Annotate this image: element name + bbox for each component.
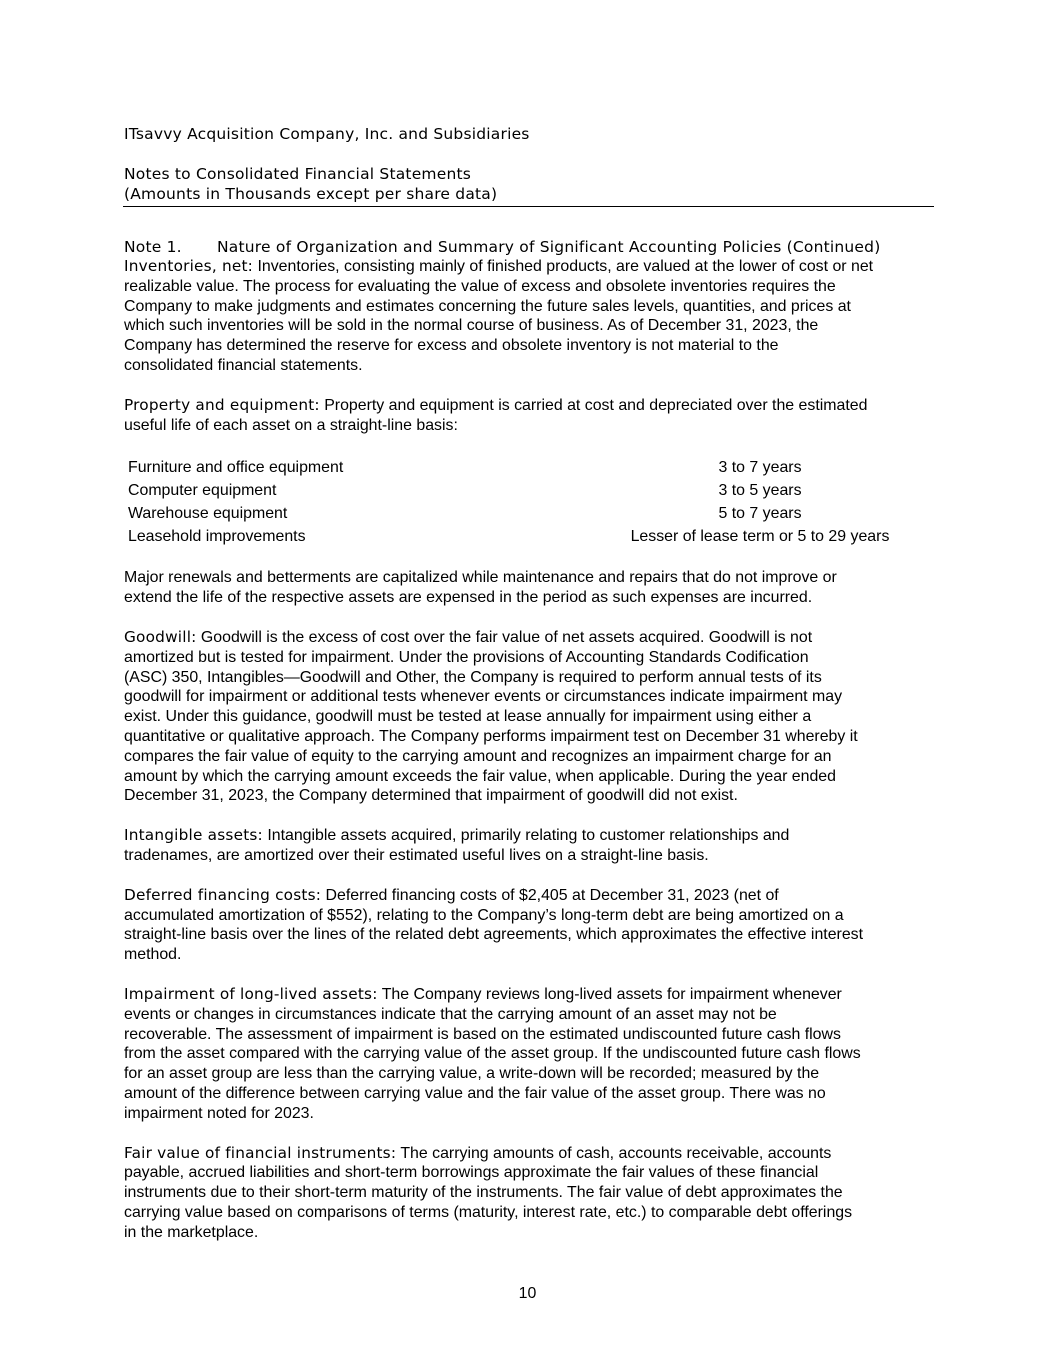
statement-subtitle: (Amounts in Thousands except per share data) bbox=[124, 185, 498, 203]
property-paragraph bbox=[124, 396, 934, 436]
deferred-financing-lead: Deferred financing costs: bbox=[124, 885, 322, 904]
table-row bbox=[128, 479, 900, 502]
useful-life: 3 to 5 years bbox=[718, 482, 802, 500]
goodwill-line: amount by which the carrying amount exceeds the fair value, when applicable. During the year ended bbox=[124, 767, 836, 785]
fair-value-line: The carrying amounts of cash, accounts receivable, accounts bbox=[396, 1144, 832, 1162]
inventories-line: consolidated financial statements. bbox=[124, 356, 363, 374]
deferred-financing-line: straight-line basis over the lines of the related debt agreements, which approximates the effective interest bbox=[124, 926, 864, 944]
renewals-paragraph bbox=[124, 568, 934, 608]
deferred-financing-line: method. bbox=[124, 946, 182, 964]
deferred-financing-line: Deferred financing costs of $2,405 at December 31, 2023 (net of bbox=[321, 886, 779, 904]
goodwill-line: quantitative or qualitative approach. The Company performs impairment test on December 31 whereby it bbox=[124, 727, 858, 745]
table-row bbox=[128, 456, 900, 479]
impairment-line: impairment noted for 2023. bbox=[124, 1104, 314, 1122]
page-number: 10 bbox=[518, 1285, 537, 1302]
asset-class: Leasehold improvements bbox=[128, 528, 306, 546]
deferred-financing-paragraph bbox=[124, 886, 934, 965]
impairment-line: amount of the difference between carrying value and the fair value of the asset group. There was no bbox=[124, 1084, 826, 1102]
impairment-line: from the asset compared with the carrying value of the asset group. If the undiscounted future cash flows bbox=[124, 1045, 861, 1063]
fair-value-line: carrying value based on comparisons of terms (maturity, interest rate, etc.) to comparable debt offerings bbox=[124, 1203, 853, 1221]
fair-value-line: instruments due to their short-term maturity of the instruments. The fair value of debt approximates the bbox=[124, 1184, 843, 1202]
useful-life: Lesser of lease term or 5 to 29 years bbox=[630, 528, 890, 546]
goodwill-lead: Goodwill: bbox=[124, 627, 197, 646]
inventories-lead: Inventories, net: bbox=[124, 257, 254, 275]
useful-life: 3 to 7 years bbox=[718, 459, 802, 477]
note-title: Nature of Organization and Summary of Significant Accounting Policies (Continued) bbox=[217, 238, 881, 256]
useful-life-table bbox=[128, 456, 900, 548]
inventories-line: realizable value. The process for evaluating the value of excess and obsolete inventories requires the bbox=[124, 277, 836, 295]
goodwill-line: Goodwill is the excess of cost over the fair value of net assets acquired. Goodwill is not bbox=[196, 628, 813, 646]
asset-class: Computer equipment bbox=[128, 482, 277, 500]
inventories-line: Company to make judgments and estimates concerning the future sales levels, quantities, and prices at bbox=[124, 297, 851, 315]
goodwill-line: amortized but is tested for impairment. Under the provisions of Accounting Standards Codification bbox=[124, 648, 809, 666]
intangibles-line: Intangible assets acquired, primarily relating to customer relationships and bbox=[262, 827, 790, 845]
goodwill-line: compares the fair value of equity to the carrying amount and recognizes an impairment charge for an bbox=[124, 747, 832, 765]
table-row bbox=[128, 502, 900, 525]
inventories-line: Inventories, consisting mainly of finished products, are valued at the lower of cost or net bbox=[253, 258, 874, 275]
impairment-line: recoverable. The assessment of impairment is based on the estimated undiscounted future cash flows bbox=[124, 1025, 841, 1043]
goodwill-line: exist. Under this guidance, goodwill must be tested at lease annually for impairment using either a bbox=[124, 708, 812, 726]
fair-value-lead: Fair value of financial instruments: bbox=[124, 1143, 397, 1162]
property-line: useful life of each asset on a straight-line basis: bbox=[124, 416, 458, 434]
header-rule bbox=[123, 206, 934, 207]
inventories-line: which such inventories will be sold in the normal course of business. As of December 31, 2023, the bbox=[124, 317, 819, 335]
intangibles-lead: Intangible assets: bbox=[124, 826, 263, 845]
goodwill-line: December 31, 2023, the Company determined that impairment of goodwill did not exist. bbox=[124, 787, 738, 805]
note-heading bbox=[124, 237, 934, 257]
intangibles-paragraph bbox=[124, 826, 934, 866]
statement-title: Notes to Consolidated Financial Statements bbox=[124, 165, 472, 183]
impairment-line: for an asset group are less than the carrying value, a write-down will be recorded; measured by the bbox=[124, 1065, 820, 1083]
fair-value-line: in the marketplace. bbox=[124, 1223, 259, 1241]
renewals-line: extend the life of the respective assets are expensed in the period as such expenses are incurred. bbox=[124, 589, 813, 607]
fair-value-line: payable, accrued liabilities and short-term borrowings approximate the fair values of these financial bbox=[124, 1164, 819, 1182]
asset-class: Warehouse equipment bbox=[128, 505, 288, 523]
goodwill-paragraph bbox=[124, 628, 934, 806]
impairment-line: The Company reviews long-lived assets for impairment whenever bbox=[377, 985, 842, 1003]
asset-class: Furniture and office equipment bbox=[128, 459, 344, 477]
inventories-paragraph bbox=[124, 257, 934, 376]
inventories-line: Company has determined the reserve for excess and obsolete inventory is not material to the bbox=[124, 337, 779, 355]
goodwill-line: goodwill for impairment or additional tests whenever events or circumstances indicate impairment may bbox=[124, 688, 843, 706]
note-number: Note 1. bbox=[124, 238, 182, 256]
company-name: ITsavvy Acquisition Company, Inc. and Subsidiaries bbox=[124, 125, 530, 143]
fair-value-paragraph bbox=[124, 1144, 934, 1243]
goodwill-line: (ASC) 350, Intangibles—Goodwill and Other, the Company is required to perform annual tests of its bbox=[124, 668, 822, 686]
property-lead: Property and equipment: bbox=[124, 395, 320, 414]
property-line: Property and equipment is carried at cost and depreciated over the estimated bbox=[319, 396, 868, 414]
intangibles-line: tradenames, are amortized over their estimated useful lives on a straight-line basis. bbox=[124, 846, 709, 864]
impairment-lead: Impairment of long-lived assets: bbox=[124, 984, 378, 1003]
deferred-financing-line: accumulated amortization of $552), relating to the Company’s long-term debt are being amortized on a bbox=[124, 906, 844, 924]
document-page bbox=[124, 124, 934, 1242]
table-row bbox=[128, 525, 900, 548]
impairment-line: events or changes in circumstances indicate that the carrying amount of an asset may not be bbox=[124, 1005, 777, 1023]
impairment-paragraph bbox=[124, 985, 934, 1124]
renewals-line: Major renewals and betterments are capitalized while maintenance and repairs that do not improve or bbox=[124, 569, 837, 587]
useful-life: 5 to 7 years bbox=[718, 505, 802, 523]
